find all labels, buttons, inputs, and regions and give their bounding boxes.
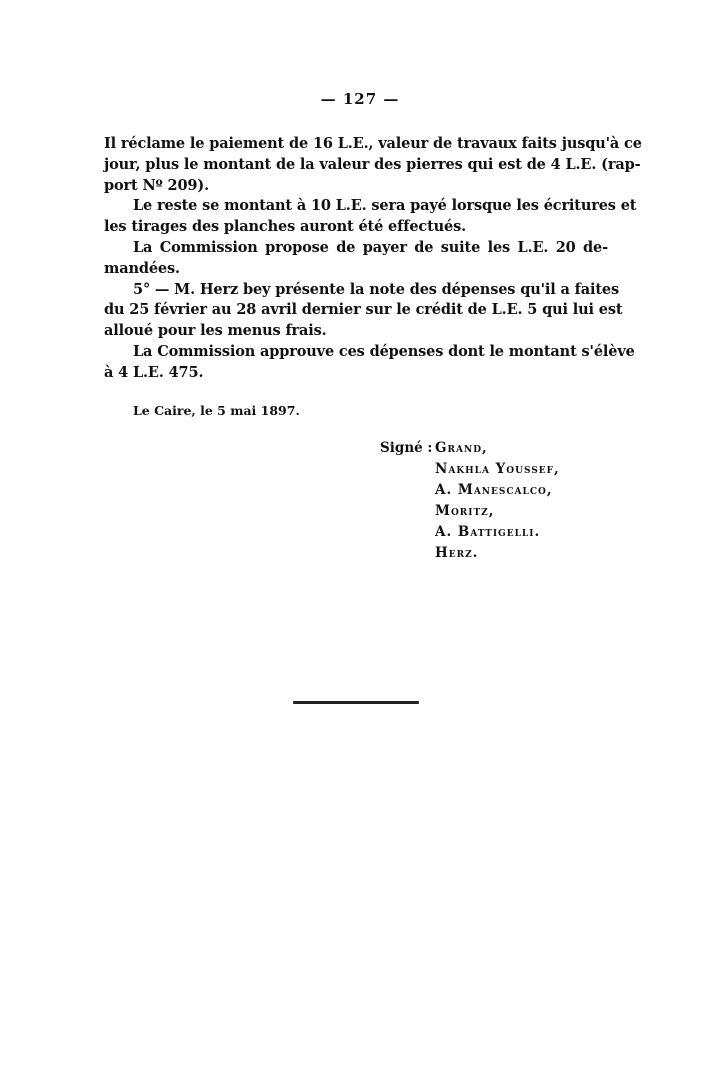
place-date: Le Caire, le 5 mai 1897.: [133, 403, 300, 418]
signatory-name: A. Manescalco,: [435, 482, 553, 498]
page-number: — 127 —: [320, 90, 400, 108]
signature-block: [380, 438, 560, 564]
text-line: La Commission approuve ces dépenses dont le montant s'élève: [133, 342, 635, 360]
body-text: [104, 134, 642, 384]
text-line: jour, plus le montant de la valeur des pierres qui est de 4 L.E. (rap-: [104, 155, 641, 173]
text-line: Il réclame le paiement de 16 L.E., valeur de travaux faits jusqu'à ce: [104, 135, 642, 152]
signatory-name: Moritz,: [435, 503, 495, 519]
signatory-name: Herz.: [435, 545, 479, 561]
text-line: 5° — M. Herz bey présente la note des dépenses qu'il a faites: [133, 280, 619, 298]
end-rule-divider: [293, 701, 419, 704]
signed-label: Signé :: [380, 440, 433, 456]
text-line: alloué pour les menus frais.: [104, 322, 327, 340]
text-line: du 25 février au 28 avril dernier sur le crédit de L.E. 5 qui lui est: [104, 301, 623, 319]
text-line: port Nº 209).: [104, 176, 209, 194]
text-line: Le reste se montant à 10 L.E. sera payé lorsque les écritures et: [133, 197, 637, 215]
signatory-name: Grand,: [435, 440, 488, 456]
signatory-name: A. Battigelli.: [435, 524, 541, 540]
signatory-name: Nakhla Youssef,: [435, 461, 560, 477]
text-line: les tirages des planches auront été effectués.: [104, 218, 466, 236]
text-line: à 4 L.E. 475.: [104, 363, 204, 381]
text-line: mandées.: [104, 259, 180, 277]
text-line: La Commission propose de payer de suite les L.E. 20 de-: [133, 238, 608, 256]
